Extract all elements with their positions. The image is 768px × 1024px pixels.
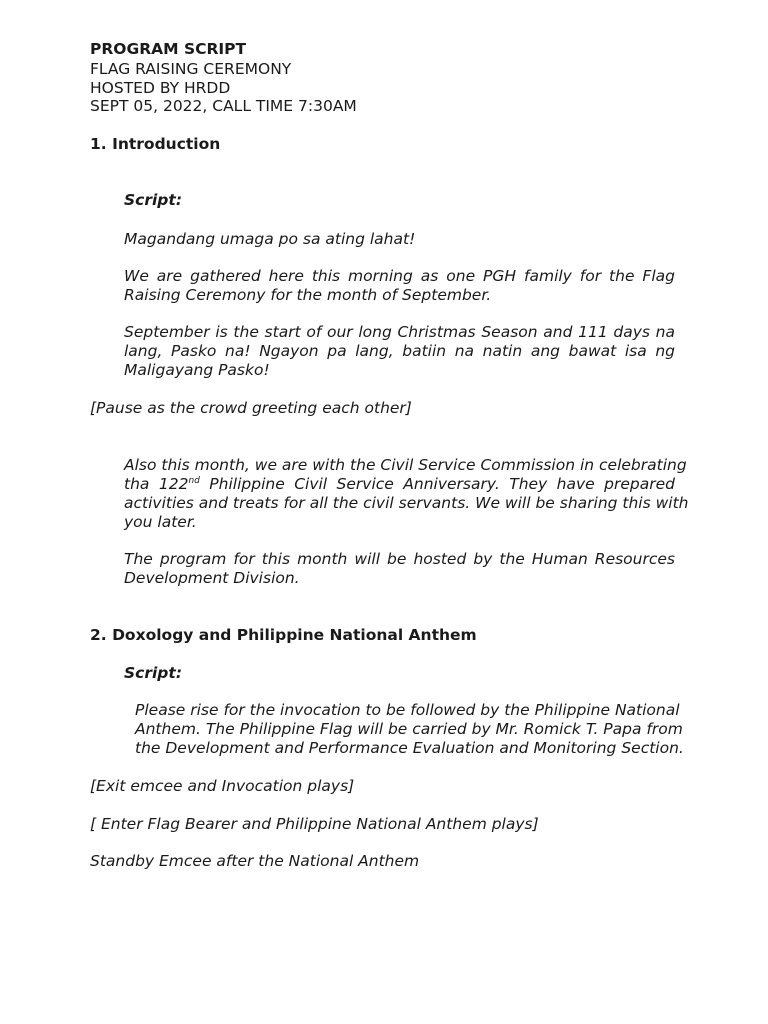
section-heading-introduction: 1. Introduction bbox=[90, 135, 221, 153]
date-call-time: SEPT 05, 2022, CALL TIME 7:30AM bbox=[90, 97, 357, 115]
script-label: Script: bbox=[124, 191, 183, 209]
section-heading-doxology: 2. Doxology and Philippine National Anthem bbox=[90, 626, 477, 644]
paragraph-line: Please rise for the invocation to be followed by the Philippine National bbox=[135, 701, 680, 719]
paragraph-line: Also this month, we are with the Civil Service Commission in celebrating bbox=[124, 456, 687, 474]
paragraph-line: The program for this month will be hosted by the Human Resources bbox=[124, 550, 675, 568]
paragraph-line: Anthem. The Philippine Flag will be carried by Mr. Romick T. Papa from bbox=[135, 720, 683, 738]
paragraph-line: you later. bbox=[124, 513, 197, 531]
ordinal-suffix: nd bbox=[188, 476, 200, 486]
exit-stage-direction: [Exit emcee and Invocation plays] bbox=[90, 777, 355, 795]
script-label: Script: bbox=[124, 664, 183, 682]
paragraph-line: September is the start of our long Christmas Season and 111 days na bbox=[124, 323, 675, 341]
anniversary-paragraph bbox=[124, 456, 689, 532]
paragraph-line: activities and treats for all the civil servants. We will be sharing this with bbox=[124, 494, 689, 512]
host-division-paragraph bbox=[124, 550, 675, 588]
standby-note: Standby Emcee after the National Anthem bbox=[90, 852, 420, 870]
september-paragraph bbox=[124, 323, 675, 380]
host-line: HOSTED BY HRDD bbox=[90, 79, 231, 97]
gathered-paragraph bbox=[124, 267, 675, 305]
program-title: PROGRAM SCRIPT bbox=[90, 40, 247, 58]
paragraph-line: Raising Ceremony for the month of September. bbox=[124, 286, 492, 304]
greeting-paragraph: Magandang umaga po sa ating lahat! bbox=[124, 230, 416, 248]
enter-stage-direction: [ Enter Flag Bearer and Philippine National Anthem plays] bbox=[90, 815, 539, 833]
paragraph-line: Development Division. bbox=[124, 569, 300, 587]
paragraph-line bbox=[124, 475, 675, 494]
paragraph-line: lang, Pasko na! Ngayon pa lang, batiin na natin ang bawat isa ng bbox=[124, 342, 675, 360]
paragraph-line: Maligayang Pasko! bbox=[124, 361, 270, 379]
paragraph-line: the Development and Performance Evaluation and Monitoring Section. bbox=[135, 739, 684, 757]
invocation-paragraph bbox=[135, 701, 684, 758]
paragraph-line: We are gathered here this morning as one PGH family for the Flag bbox=[124, 267, 675, 285]
ceremony-name: FLAG RAISING CEREMONY bbox=[90, 60, 292, 78]
pause-stage-direction: [Pause as the crowd greeting each other] bbox=[90, 399, 412, 417]
text-run: Philippine Civil Service Anniversary. They have prepared bbox=[199, 475, 675, 493]
text-run: tha 122 bbox=[124, 475, 189, 493]
